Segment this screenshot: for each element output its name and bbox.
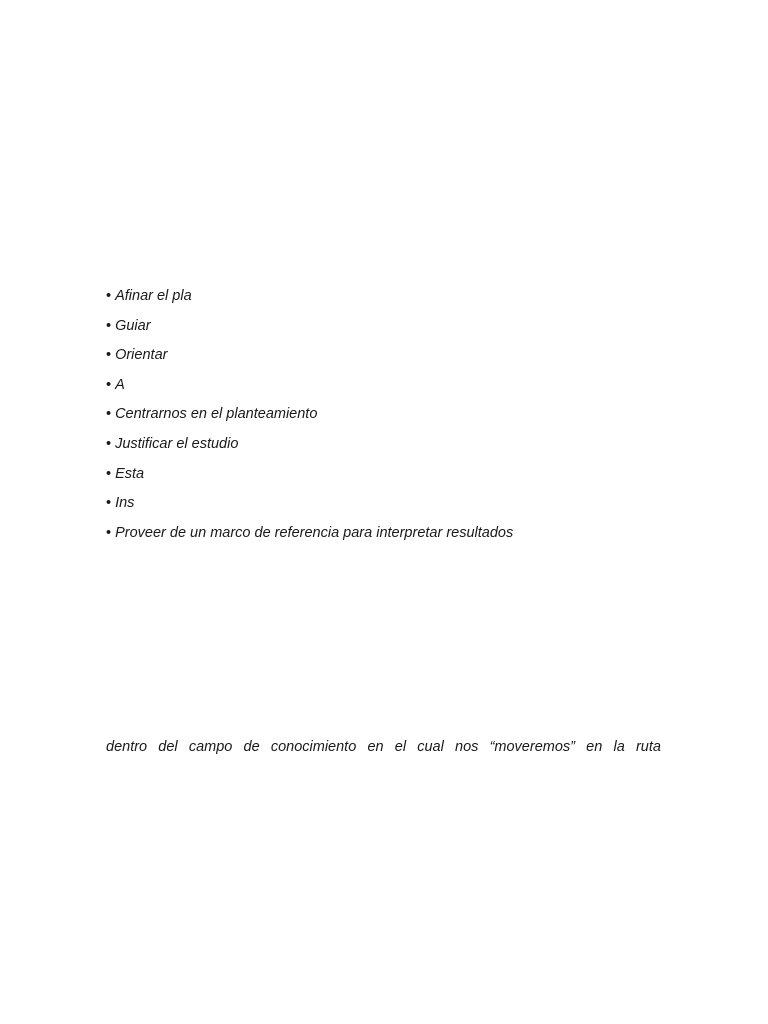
paragraph-word: dentro [106,739,148,755]
bullet-marker: • [106,435,112,452]
bullet-marker: • [106,376,112,393]
paragraph-word: la [613,739,625,755]
bullet-marker: • [106,288,112,304]
paragraph-word: el [394,739,407,755]
list-item-text: Proveer de un marco de referencia para interpretar resultados [115,524,514,541]
bullet-marker: • [106,495,112,512]
list-item-text: Ins [115,495,135,512]
paragraph-word: en [367,739,384,755]
list-item-text: Orientar [115,347,168,364]
list-item-text: A [115,376,125,393]
paragraph-word: de [243,739,260,755]
list-item-text: Afinar el pla [115,288,192,304]
list-item-text: Centrarnos en el planteamiento [115,406,318,423]
bullet-marker: • [106,406,112,423]
paragraph-word: ruta [635,739,661,755]
paragraph-line [106,737,661,757]
list-item-text: Guiar [115,317,151,334]
list-item [106,464,513,494]
bullet-marker: • [106,317,112,334]
list-item [106,434,513,464]
paragraph-word: en [586,739,603,755]
paragraph-word: conocimiento [270,739,357,755]
bullet-marker: • [106,347,112,364]
bullet-marker: • [106,524,112,541]
paragraph-word: cual [417,739,444,755]
paragraph-word: campo [188,739,233,755]
list-item [106,493,513,523]
list-item-text: Esta [115,465,145,482]
list-item-text: Justificar el estudio [115,435,239,452]
list-item [106,523,513,553]
paragraph-word: del [158,739,178,755]
list-item [106,286,513,316]
list-item [106,375,513,405]
list-item [106,316,513,346]
bullet-list [106,286,513,552]
paragraph-word: nos [455,739,479,755]
list-item [106,345,513,375]
paragraph-word: “moveremos” [489,739,575,755]
bullet-marker: • [106,465,112,482]
list-item [106,404,513,434]
